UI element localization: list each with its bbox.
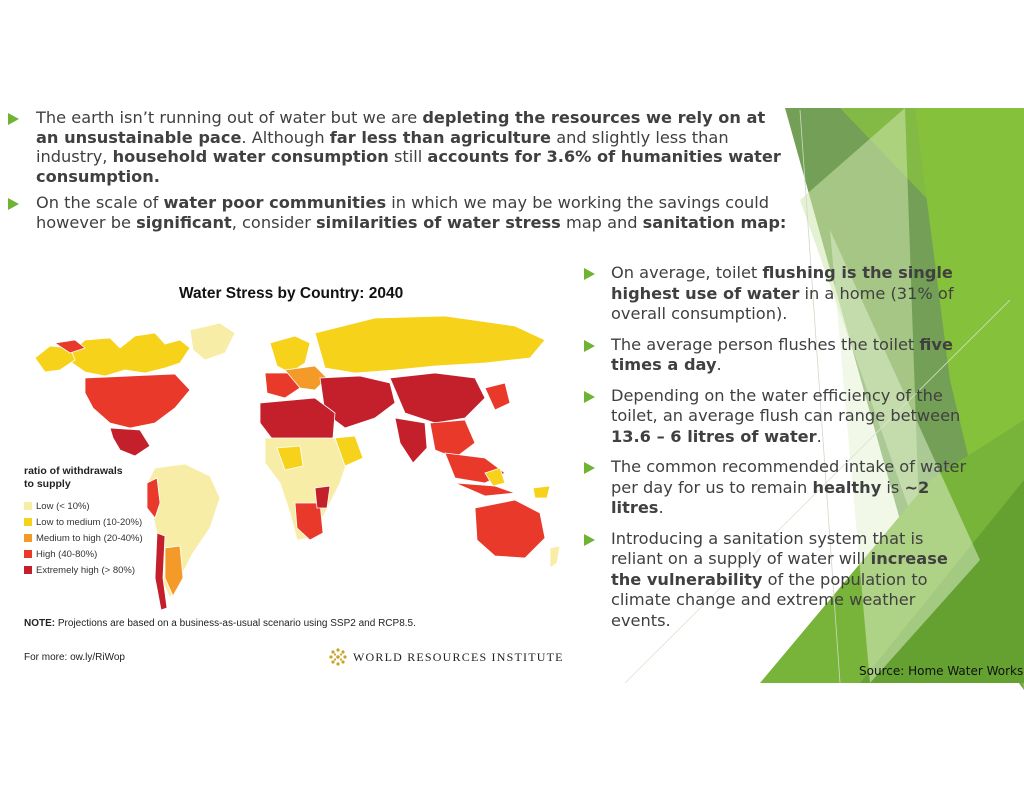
text-run: still [388, 147, 428, 166]
right-bullet-list [584, 263, 974, 641]
bullet-text [36, 193, 786, 232]
text-run: is [881, 477, 905, 497]
right-bullet-2 [584, 335, 974, 376]
legend-label: Low to medium (10-20%) [36, 516, 143, 528]
bullet-text [611, 263, 954, 323]
map-note [24, 618, 416, 629]
bold-run: far less than agriculture [329, 127, 552, 147]
legend-item [24, 498, 143, 514]
text-run: in which we may be working the savings could however be [36, 193, 770, 232]
map-legend [24, 498, 143, 578]
more-link: For more: ow.ly/RiWop [24, 652, 125, 663]
legend-title: ratio of withdrawals to supply [24, 465, 123, 490]
legend-label: Low (< 10%) [36, 500, 90, 512]
right-bullet-1 [584, 263, 974, 325]
bullet-text [611, 529, 948, 630]
bold-run: significant [136, 212, 232, 232]
legend-swatch [24, 502, 32, 510]
top-bullet-list [8, 108, 788, 239]
text-run: The average person flushes the toilet [611, 334, 920, 354]
map-title: Water Stress by Country: 2040 [179, 285, 404, 302]
bold-run: water poor communities [163, 193, 387, 212]
legend-swatch [24, 534, 32, 542]
note-text: Projections are based on a business-as-usual scenario using SSP2 and RCP8.5. [55, 618, 416, 629]
text-run: , consider [231, 212, 317, 232]
legend-item [24, 530, 143, 546]
legend-item [24, 546, 143, 562]
wri-logo [328, 647, 564, 667]
bold-run: sanitation map: [642, 212, 787, 232]
bullet-arrow-icon [584, 340, 595, 352]
text-run: On average, toilet [611, 263, 763, 282]
text-run: The common recommended intake of water per day for us to remain [611, 457, 967, 497]
wri-logo-icon [328, 647, 348, 667]
text-run: of the population to climate change and extreme weather events. [611, 569, 928, 630]
bullet-arrow-icon [584, 391, 595, 403]
bullet-arrow-icon [584, 534, 595, 546]
legend-label: Extremely high (> 80%) [36, 564, 135, 576]
bullet-text [611, 335, 953, 375]
right-bullet-5 [584, 529, 974, 632]
bullet-arrow-icon [584, 268, 595, 280]
text-run: map and [560, 212, 643, 232]
wri-name: WORLD RESOURCES INSTITUTE [353, 649, 564, 664]
legend-item [24, 514, 143, 530]
text-run: and slightly less than industry, [36, 127, 729, 166]
top-bullet-1 [8, 108, 788, 186]
bullet-text [611, 386, 960, 446]
text-run: Introducing a sanitation system that is reliant on a supply of water will [611, 528, 924, 568]
legend-swatch [24, 550, 32, 558]
bullet-arrow-icon [8, 198, 19, 210]
text-run: On the scale of [36, 193, 164, 212]
text-run: . Although [241, 127, 330, 147]
text-run: . [716, 355, 722, 374]
bold-run: flushing is the single highest use of water [611, 263, 953, 303]
bullet-arrow-icon [584, 462, 595, 474]
bold-run: 13.6 – 6 litres of water [611, 426, 817, 446]
bullet-text [36, 108, 781, 186]
text-run: . [658, 498, 664, 517]
source-credit: Source: Home Water Works [859, 664, 1024, 678]
bold-run: household water consumption [112, 147, 389, 166]
bold-run: similarities of water stress [316, 212, 561, 232]
bold-run: increase the vulnerability [611, 549, 948, 589]
top-bullet-2 [8, 193, 788, 232]
bold-run: healthy [812, 477, 882, 497]
bold-run: five times a day [611, 334, 953, 374]
right-bullet-4 [584, 457, 974, 519]
text-run: The earth isn’t running out of water but we are [36, 108, 423, 127]
text-run: Depending on the water efficiency of the toilet, an average flush can range between [611, 385, 961, 425]
bold-run: accounts for 3.6% of humanities water consumption. [36, 147, 781, 186]
text-run: . [816, 426, 822, 446]
bold-run: ~2 litres [611, 477, 930, 517]
legend-label: High (40-80%) [36, 548, 98, 560]
bold-run: depleting the resources we rely on at an unsustainable pace [36, 108, 766, 147]
bullet-arrow-icon [8, 113, 19, 125]
legend-label: Medium to high (20-40%) [36, 532, 143, 544]
legend-swatch [24, 518, 32, 526]
note-label: NOTE: [24, 618, 56, 629]
bullet-text [611, 457, 966, 517]
legend-swatch [24, 566, 32, 574]
text-run: in a home (31% of overall consumption). [611, 283, 954, 323]
legend-item [24, 562, 143, 578]
right-bullet-3 [584, 386, 974, 448]
